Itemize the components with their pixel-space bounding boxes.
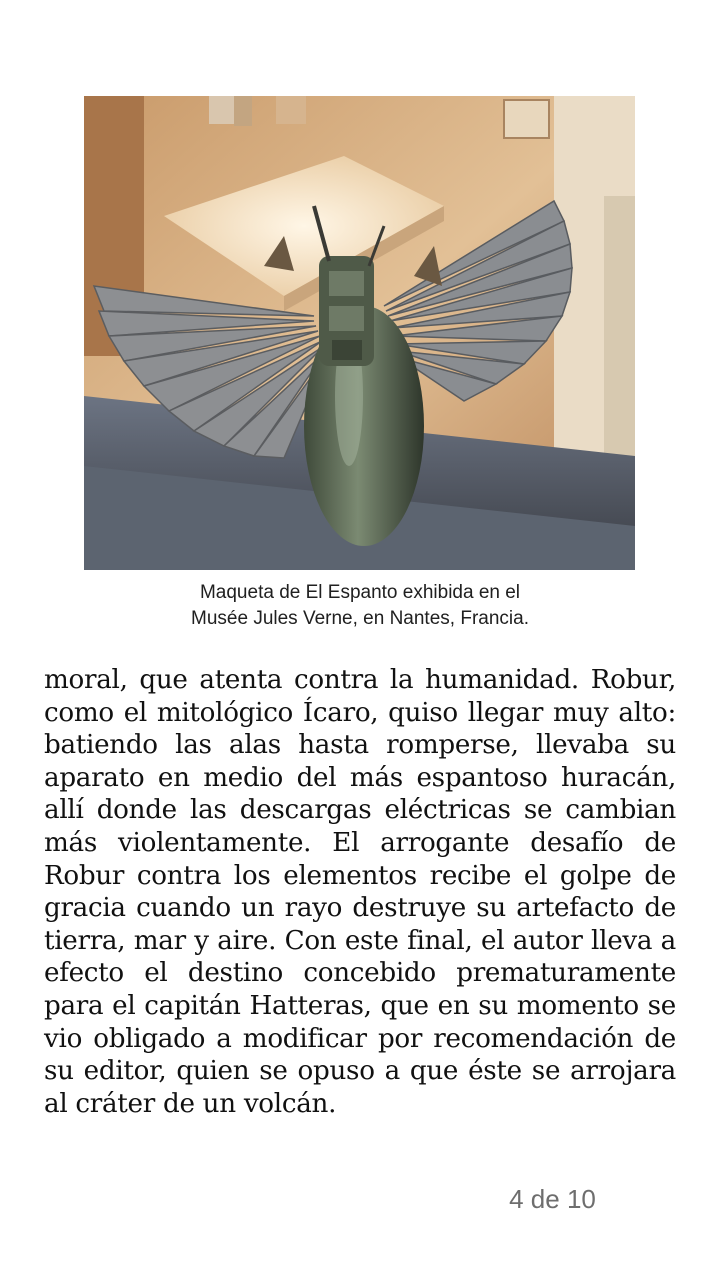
text-line: más violentamente. El arrogante desafío de	[44, 827, 676, 858]
text-line: al cráter de un volcán.	[44, 1088, 337, 1119]
body-paragraph	[44, 664, 676, 1120]
text-line: batiendo las alas hasta romperse, llevaba su	[44, 730, 676, 761]
figure-image	[84, 96, 635, 570]
text-line: Robur contra los elementos recibe el golpe de	[44, 860, 676, 891]
text-line: efecto el destino concebido prematuramente	[44, 958, 676, 989]
text-line: su editor, quien se opuso a que éste se arrojara	[44, 1056, 676, 1087]
caption-line: Musée Jules Verne, en Nantes, Francia.	[191, 608, 529, 629]
figure-caption	[60, 580, 660, 632]
text-line: tierra, mar y aire. Con este final, el autor lleva a	[44, 925, 676, 956]
text-line: aparato en medio del más espantoso huracán,	[44, 762, 676, 793]
text-line: gracia cuando un rayo destruye su artefacto de	[44, 893, 676, 924]
text-line: para el capitán Hatteras, que en su momento se	[44, 990, 676, 1021]
caption-line: Maqueta de El Espanto exhibida en el	[199, 582, 521, 603]
text-line: allí donde las descargas eléctricas se cambian	[44, 795, 676, 826]
page-indicator: 4 de 10	[509, 1184, 596, 1214]
text-line: vio obligado a modificar por recomendación de	[44, 1023, 676, 1054]
text-line: moral, que atenta contra la humanidad. Robur,	[44, 665, 676, 695]
text-line: como el mitológico Ícaro, quiso llegar muy alto:	[44, 697, 676, 728]
